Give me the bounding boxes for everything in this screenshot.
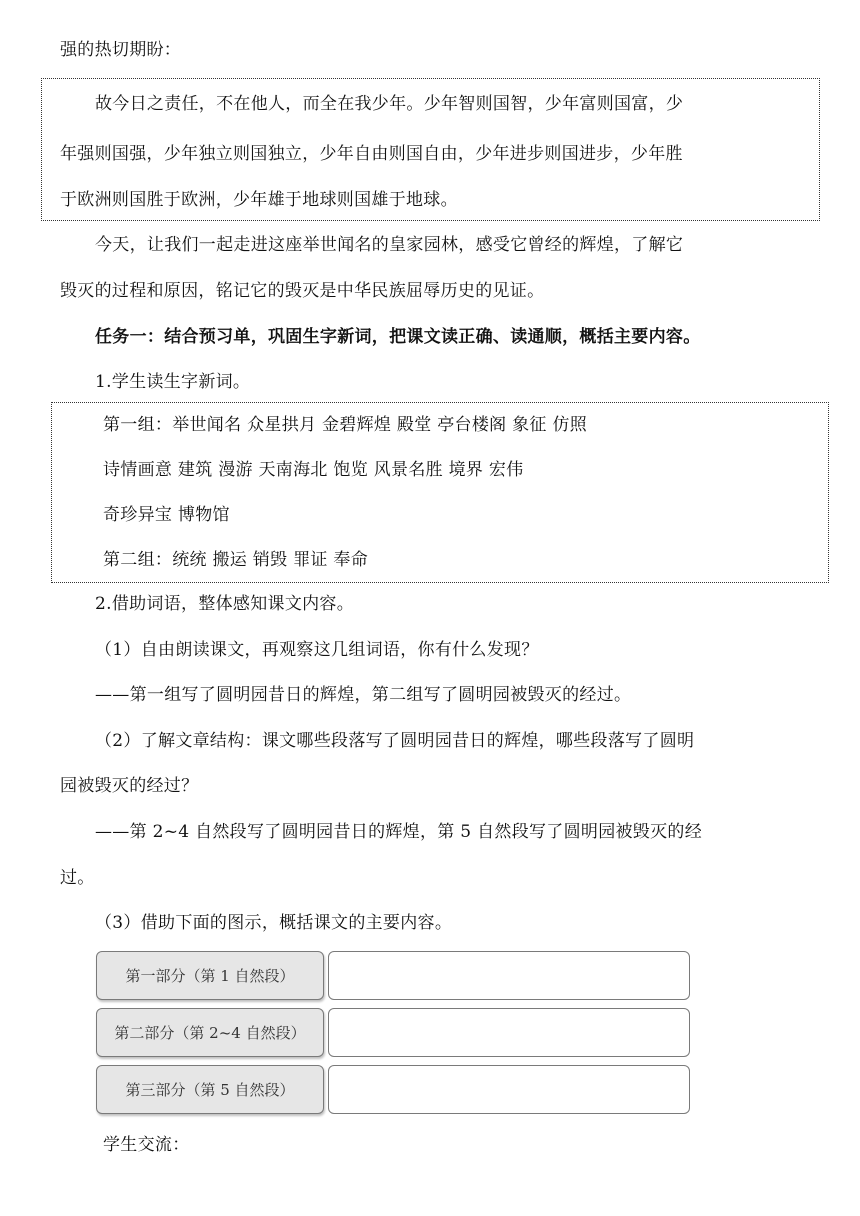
vocab-line: 第一组：举世闻名 众星拱月 金碧辉煌 殿堂 亭台楼阁 象征 仿照 xyxy=(103,415,588,435)
vocab-line: 第二组：统统 搬运 销毁 罪证 奉命 xyxy=(103,550,369,570)
diagram-answer-box xyxy=(328,951,690,1000)
diagram-part-label: 第三部分（第 5 自然段） xyxy=(96,1065,324,1114)
quote-line: 于欧洲则国胜于欧洲，少年雄于地球则国雄于地球。 xyxy=(60,190,458,210)
diagram-part-label: 第一部分（第 1 自然段） xyxy=(96,951,324,1000)
question-line: 园被毁灭的经过？ xyxy=(60,776,199,796)
paragraph-line: 毁灭的过程和原因，铭记它的毁灭是中华民族屈辱历史的见证。 xyxy=(60,281,545,301)
answer-line: ——第一组写了圆明园昔日的辉煌，第二组写了圆明园被毁灭的经过。 xyxy=(95,685,632,705)
quote-line: 年强则国强，少年独立则国独立，少年自由则国自由，少年进步则国进步，少年胜 xyxy=(60,144,683,164)
answer-line: 过。 xyxy=(60,868,95,888)
question-line: （1）自由朗读课文，再观察这几组词语，你有什么发现？ xyxy=(95,640,539,660)
diagram-answer-box xyxy=(328,1065,690,1114)
text-line: 强的热切期盼： xyxy=(60,40,182,60)
vocab-line: 奇珍异宝 博物馆 xyxy=(103,505,230,525)
diagram-answer-box xyxy=(328,1008,690,1057)
step-heading: 1.学生读生字新词。 xyxy=(95,372,251,392)
answer-line: ——第 2~4 自然段写了圆明园昔日的辉煌，第 5 自然段写了圆明园被毁灭的经 xyxy=(95,822,703,842)
quote-line: 故今日之责任，不在他人，而全在我少年。少年智则国智，少年富则国富，少 xyxy=(95,94,684,114)
paragraph-line: 今天，让我们一起走进这座举世闻名的皇家园林，感受它曾经的辉煌，了解它 xyxy=(95,235,684,255)
vocab-line: 诗情画意 建筑 漫游 天南海北 饱览 风景名胜 境界 宏伟 xyxy=(103,460,524,480)
text-line: 学生交流： xyxy=(103,1135,190,1155)
step-heading: 2.借助词语，整体感知课文内容。 xyxy=(95,594,355,614)
diagram-part-label: 第二部分（第 2~4 自然段） xyxy=(96,1008,324,1057)
question-line: （3）借助下面的图示，概括课文的主要内容。 xyxy=(95,913,453,933)
task-heading: 任务一：结合预习单，巩固生字新词，把课文读正确、读通顺，概括主要内容。 xyxy=(95,327,701,347)
question-line: （2）了解文章结构：课文哪些段落写了圆明园昔日的辉煌，哪些段落写了圆明 xyxy=(95,731,695,751)
